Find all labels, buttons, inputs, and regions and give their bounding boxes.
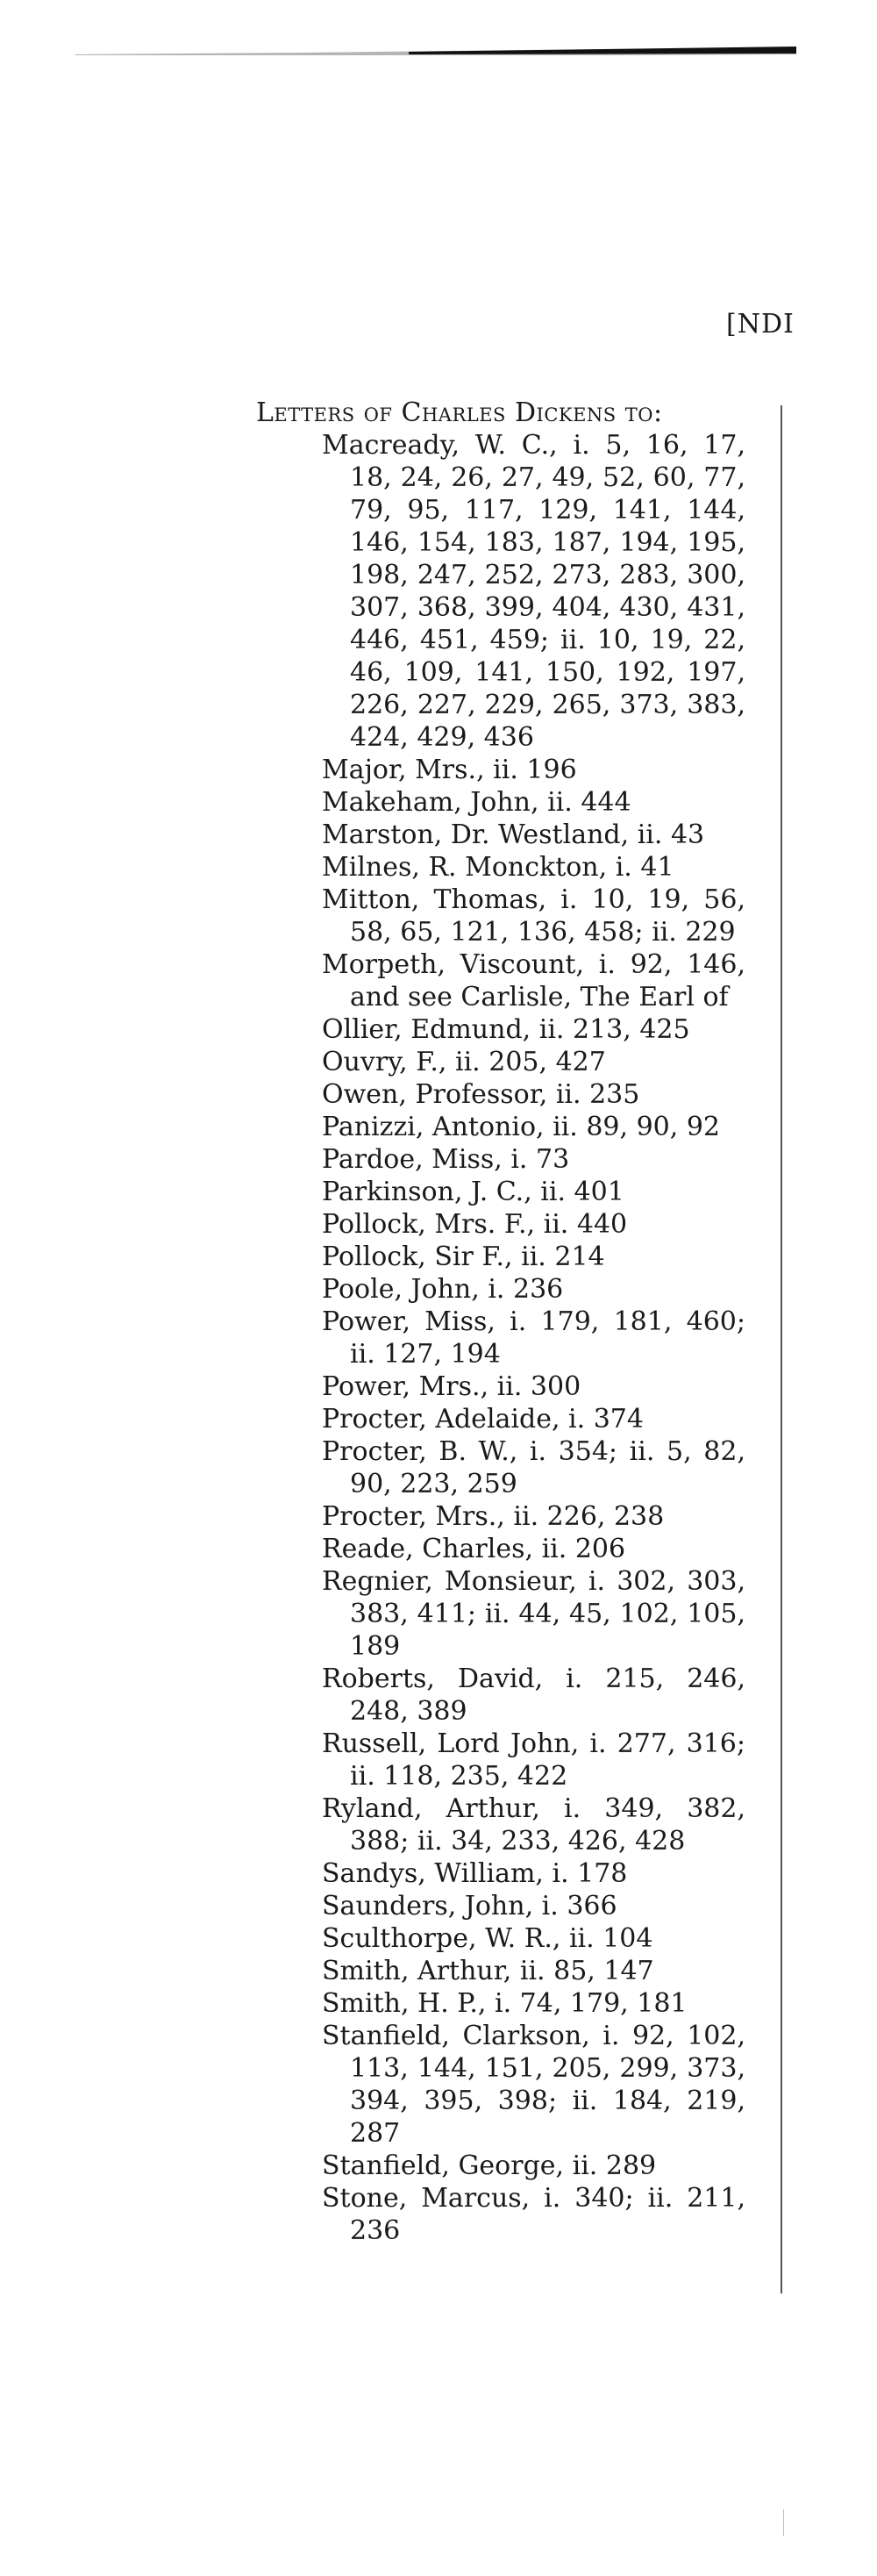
index-entry: Poole, John, i. 236: [322, 1274, 564, 1305]
index-entry: Reade, Charles, ii. 206: [322, 1534, 626, 1564]
index-entry: Smith, Arthur, ii. 85, 147: [322, 1956, 654, 1986]
index-entry: Ollier, Edmund, ii. 213, 425: [322, 1014, 690, 1045]
index-entry: Procter, B. W., i. 354; ii. 5, 82, 90, 223, 259: [322, 1436, 745, 1499]
index-entry: Russell, Lord John, i. 277, 316; ii. 118, 235, 422: [322, 1728, 745, 1792]
index-entry: Ouvry, F., ii. 205, 427: [322, 1047, 606, 1077]
margin-mark: [783, 2509, 784, 2536]
index-entry: Stone, Marcus, i. 340; ii. 211, 236: [322, 2183, 745, 2246]
index-entry: Milnes, R. Monckton, i. 41: [322, 852, 674, 883]
index-entry: Makeham, John, ii. 444: [322, 787, 631, 818]
index-entry: Sculthorpe, W. R., ii. 104: [322, 1923, 653, 1954]
index-entry: Panizzi, Antonio, ii. 89, 90, 92: [322, 1112, 720, 1142]
index-entry: Stanfield, Clarkson, i. 92, 102, 113, 144, 151, 205, 299, 373, 394, 395, 398; ii. 184, 219, 287: [322, 2021, 745, 2149]
index-entry: Pollock, Sir F., ii. 214: [322, 1241, 605, 1272]
index-entry: Stanfield, George, ii. 289: [322, 2150, 657, 2181]
index-entry: Macready, W. C., i. 5, 16, 17, 18, 24, 26, 27, 49, 52, 60, 77, 79, 95, 117, 129, 141, 144, 146, 154, 183, 187, 194, 195, 198, 247, 252, 273, 283, 300, 307, 368, 399, 404, 430, 431, 446, 451, 459; ii. 10, 19, 22, 46, 109, 141, 150, 192, 197, 226, 227, 229, 265, 373, 383, 424, 429, 436: [322, 430, 745, 753]
index-entry: Saunders, John, i. 366: [322, 1891, 617, 1921]
index-entry: Regnier, Monsieur, i. 302, 303, 383, 411; ii. 44, 45, 102, 105, 189: [322, 1566, 745, 1662]
index-entry: Sandys, William, i. 178: [322, 1858, 628, 1889]
index-entry: Roberts, David, i. 215, 246, 248, 389: [322, 1664, 745, 1727]
index-entry: Power, Mrs., ii. 300: [322, 1371, 581, 1402]
index-entry: Morpeth, Viscount, i. 92, 146, and see Carlisle, The Earl of: [322, 949, 745, 1013]
index-column: [256, 397, 745, 2247]
index-entry: Major, Mrs., ii. 196: [322, 755, 577, 785]
index-entry: Pollock, Mrs. F., ii. 440: [322, 1209, 628, 1240]
section-heading: Letters of Charles Dickens to:: [256, 397, 663, 428]
index-entry: Owen, Professor, ii. 235: [322, 1079, 640, 1110]
index-entry: Marston, Dr. Westland, ii. 43: [322, 819, 705, 850]
index-entry: Pardoe, Miss, i. 73: [322, 1144, 570, 1175]
index-entry: Procter, Mrs., ii. 226, 238: [322, 1501, 665, 1532]
index-entry: Ryland, Arthur, i. 349, 382, 388; ii. 34, 233, 426, 428: [322, 1793, 745, 1857]
running-head: [NDI: [726, 309, 795, 340]
column-rule: [781, 405, 782, 2293]
index-entry: Procter, Adelaide, i. 374: [322, 1404, 644, 1435]
index-entry: Mitton, Thomas, i. 10, 19, 56, 58, 65, 121, 136, 458; ii. 229: [322, 884, 745, 948]
index-entry: Smith, H. P., i. 74, 179, 181: [322, 1988, 688, 2019]
index-entry: Power, Miss, i. 179, 181, 460; ii. 127, 194: [322, 1306, 745, 1370]
top-rule-line: [75, 46, 796, 58]
index-entry: Parkinson, J. C., ii. 401: [322, 1177, 624, 1207]
